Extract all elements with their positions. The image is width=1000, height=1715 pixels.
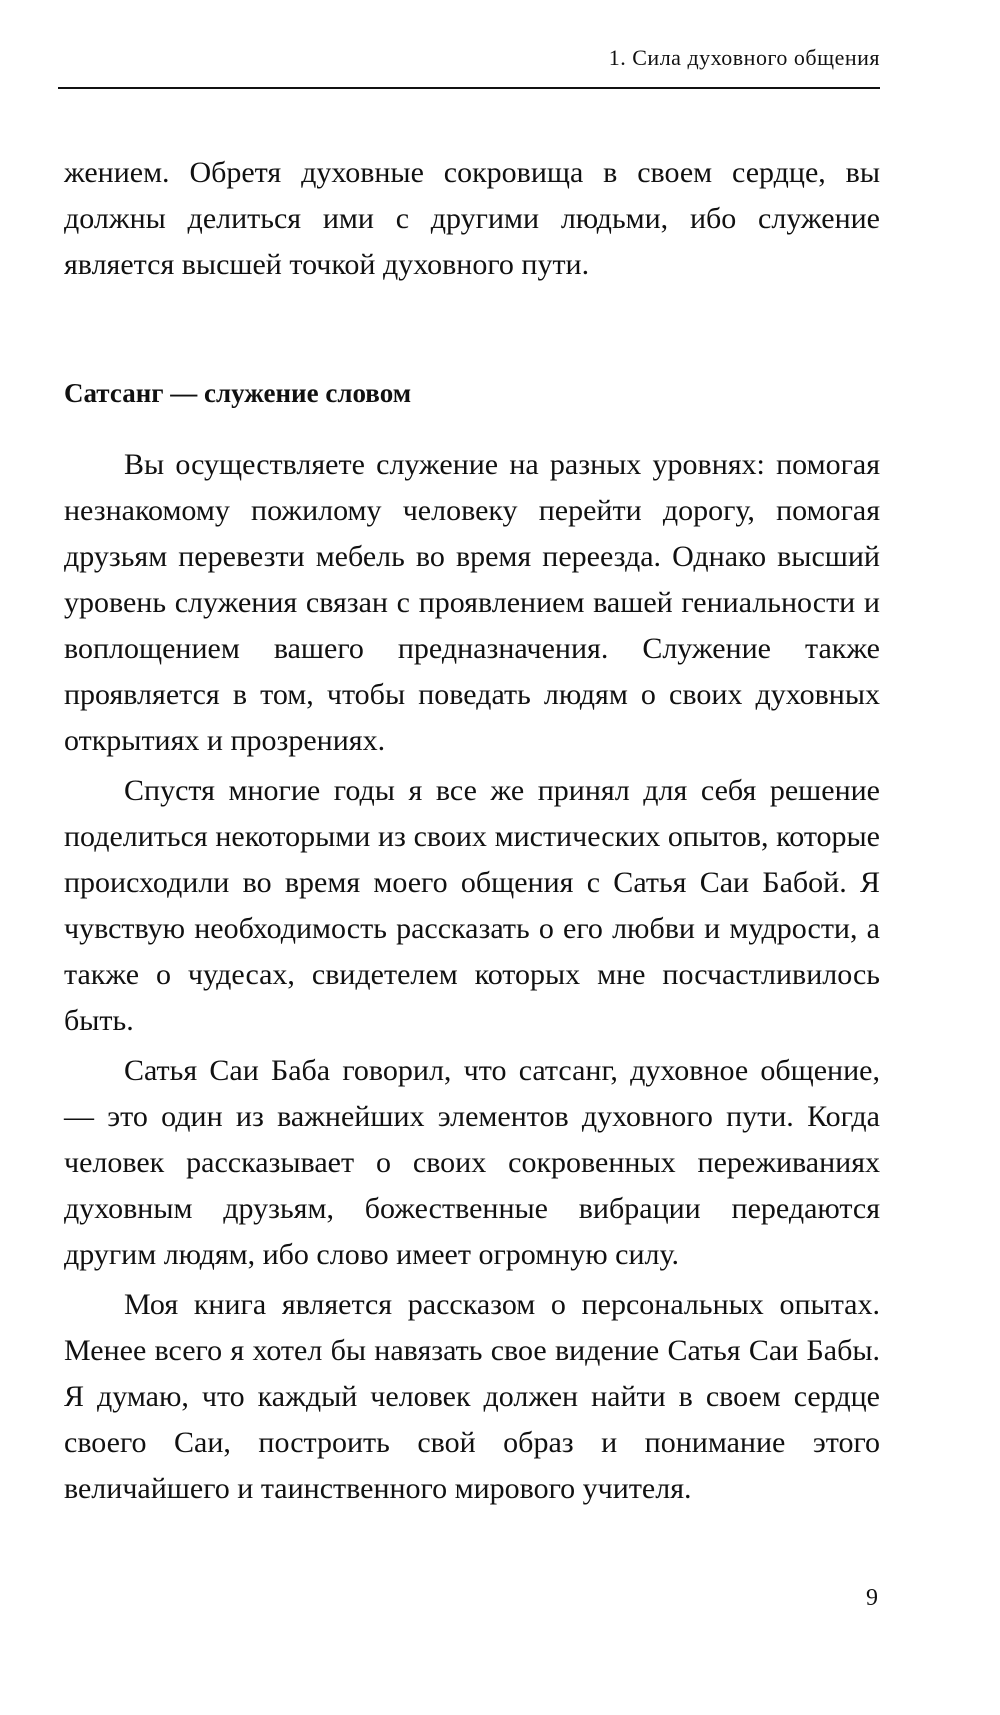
header-divider xyxy=(58,87,880,89)
page-number: 9 xyxy=(866,1585,878,1611)
intro-paragraph: жением. Обретя духовные сокровища в своем сердце, вы должны делиться ими с другими людьми, ибо служение является высшей точкой духовного пути. xyxy=(64,156,880,281)
intro-text-block xyxy=(64,150,880,288)
section-body xyxy=(64,442,880,1512)
paragraph: Моя книга является рассказом о персональных опытах. Менее всего я хотел бы навязать свое видение Сатья Саи Бабы. Я думаю, что каждый человек должен найти в своем сердце своего Саи, построить свой образ и понимание этого величайшего и таинственного мирового учителя. xyxy=(64,1288,880,1505)
section-heading: Сатсанг — служение словом xyxy=(64,378,412,408)
paragraph: Вы осуществляете служение на разных уровнях: помогая незнакомому пожилому человеку перейти дорогу, помогая друзьям перевезти мебель во время переезда. Однако высший уровень служения связан с проявлением вашей гениальности и воплощением вашего предназначения. Служение также проявляется в том, чтобы поведать людям о своих духовных открытиях и прозрениях. xyxy=(64,448,880,757)
running-head: 1. Сила духовного общения xyxy=(608,45,880,70)
paragraph: Сатья Саи Баба говорил, что сатсанг, духовное общение, — это один из важнейших элементов духовного пути. Когда человек рассказывает о своих сокровенных переживаниях духовным друзьям, божественные вибрации передаются другим людям, ибо слово имеет огромную силу. xyxy=(64,1054,880,1271)
paragraph: Спустя многие годы я все же принял для себя решение поделиться некоторыми из своих мистических опытов, которые происходили во время моего общения с Сатья Саи Бабой. Я чувствую необходимость рассказать о его любви и мудрости, а также о чудесах, свидетелем которых мне посчастливилось быть. xyxy=(64,774,880,1037)
